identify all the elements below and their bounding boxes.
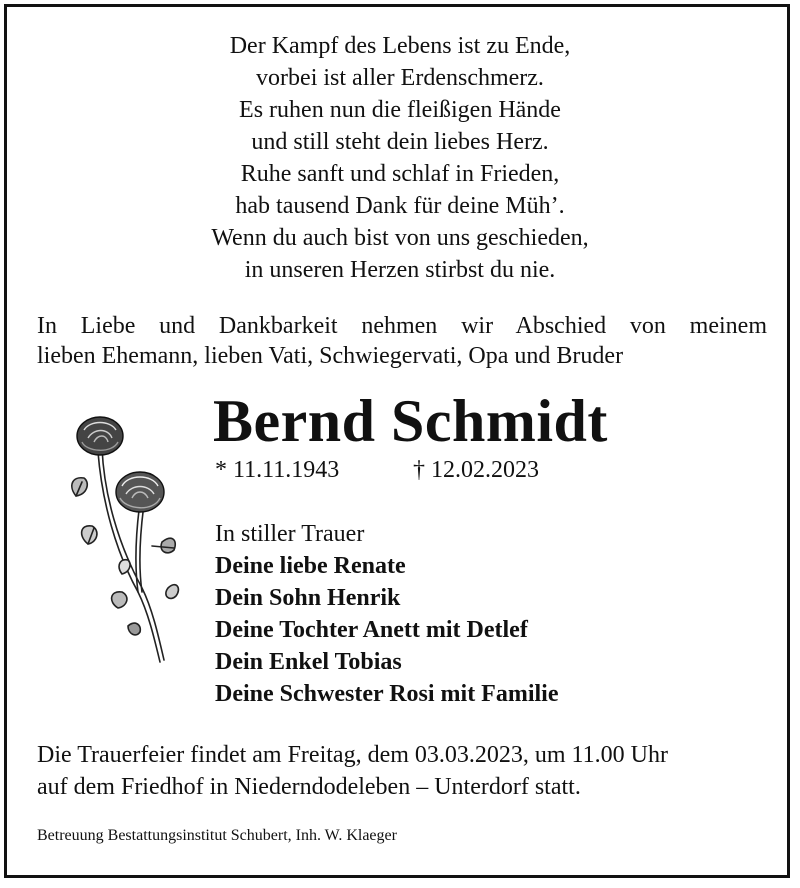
- birth-date: * 11.11.1943: [215, 457, 340, 483]
- poem-line: Ruhe sanft und schlaf in Frieden,: [240, 161, 560, 187]
- mourners-heading: In stiller Trauer: [215, 521, 365, 547]
- poem-line: Der Kampf des Lebens ist zu Ende,: [229, 33, 571, 59]
- poem: [0, 30, 800, 286]
- poem-line: Es ruhen nun die fleißigen Hände: [239, 97, 561, 123]
- intro-line: In Liebe und Dankbarkeit nehmen wir Abschied von meinem: [37, 313, 767, 339]
- funeral-line: auf dem Friedhof in Niederndodeleben – Unterdorf statt.: [37, 774, 581, 800]
- farewell-intro: [37, 311, 767, 371]
- deceased-name: Bernd Schmidt: [213, 388, 608, 454]
- poem-line: Wenn du auch bist von uns geschieden,: [211, 225, 589, 251]
- mourner-name: Deine Schwester Rosi mit Familie: [215, 681, 559, 707]
- poem-line: hab tausend Dank für deine Müh’.: [235, 193, 565, 219]
- roses-icon: [58, 412, 184, 668]
- funeral-info: [37, 739, 668, 803]
- intro-line: lieben Ehemann, lieben Vati, Schwiegervati, Opa und Bruder: [37, 343, 624, 369]
- undertaker-credit: Betreuung Bestattungsinstitut Schubert, Inh. W. Klaeger: [37, 827, 397, 844]
- mourner-name: Deine liebe Renate: [215, 553, 406, 579]
- mourner-name: Deine Tochter Anett mit Detlef: [215, 617, 528, 643]
- funeral-line: Die Trauerfeier findet am Freitag, dem 03.03.2023, um 11.00 Uhr: [37, 742, 668, 768]
- mourners-block: [215, 518, 559, 710]
- poem-line: vorbei ist aller Erdenschmerz.: [256, 65, 544, 91]
- poem-line: in unseren Herzen stirbst du nie.: [244, 257, 556, 283]
- death-date: † 12.02.2023: [413, 457, 539, 483]
- mourner-name: Dein Enkel Tobias: [215, 649, 402, 675]
- mourner-name: Dein Sohn Henrik: [215, 585, 401, 611]
- poem-line: und still steht dein liebes Herz.: [251, 129, 549, 155]
